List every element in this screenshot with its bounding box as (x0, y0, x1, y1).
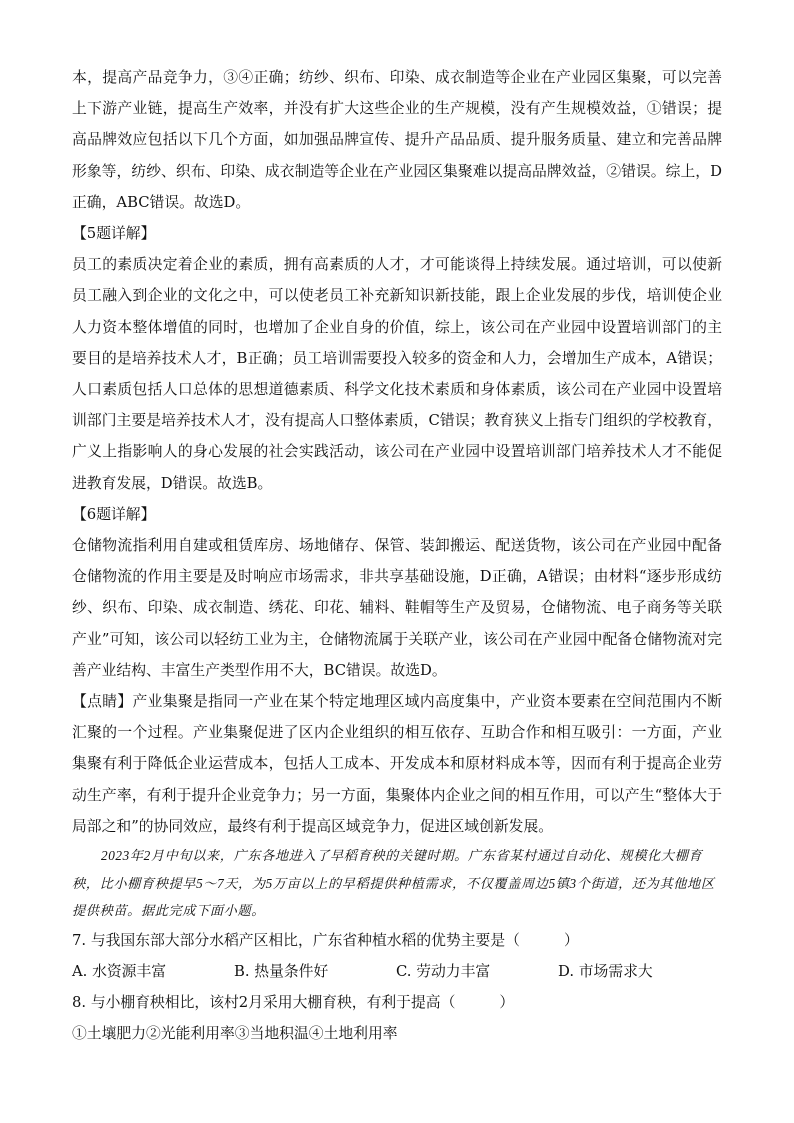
option-b: B. 热量条件好 (234, 963, 329, 981)
question-8-text: 8. 与小棚育秧相比，该村2月采用大棚育秧，有利于提高（ (72, 994, 456, 1012)
question-6-detail-heading: 【6题详解】 (72, 505, 156, 523)
question-8-stem (72, 987, 722, 1018)
question-7-close: ） (563, 931, 579, 949)
question-5-detail-heading: 【5题详解】 (72, 225, 156, 243)
option-d: D. 市场需求大 (558, 963, 653, 981)
key-point-paragraph: 【点睛】产业集聚是指同一产业在某个特定地理区域内高度集中，产业资本要素在空间范围内不断汇聚的一个过程。产业集聚促进了区内企业组织的相互依存、互助合作和相互吸引：一方面，产业集聚有利于降低企业运营成本，包括人工成本、开发成本和原材料成本等，因而有利于提高企业劳动生产率，有利于提升企业竞争力；另一方面，集聚体内企业之间的相互作用，可以产生“整体大于局部之和”的协同效应，最终有利于提高区域竞争力，促进区域创新发展。 (72, 693, 722, 835)
option-a: A. 水资源丰富 (72, 963, 167, 981)
answer-6-paragraph: 仓储物流指利用自建或租赁库房、场地储存、保管、装卸搬运、配送货物，该公司在产业园中配备仓储物流的作用主要是及时响应市场需求，非共享基础设施，D正确，A错误；由材料“逐步形成纺纱、织布、印染、成衣制造、绣花、印花、辅料、鞋帽等生产及贸易，仓储物流、电子商务等关联产业”可知，该公司以轻纺工业为主，仓储物流属于关联产业，该公司在产业园中配备仓储物流对完善产业结构、丰富生产类型作用不大，BC错误。故选D。 (72, 537, 722, 679)
reading-material: 2023年2月中旬以来，广东各地进入了早稻育秧的关键时期。广东省某村通过自动化、规模化大棚育秧，比小棚育秧提早5～7天，为5万亩以上的早稻提供种植需求，不仅覆盖周边5镇3个街道，还为其他地区提供秧苗。据此完成下面小题。 (72, 848, 715, 919)
question-7-options (72, 956, 722, 987)
document-page (72, 62, 722, 1050)
question-7-stem (72, 925, 722, 956)
option-c: C. 劳动力丰富 (396, 963, 491, 981)
question-8-choices: ①土壤肥力②光能利用率③当地积温④土地利用率 (72, 1025, 398, 1043)
question-7-text: 7. 与我国东部大部分水稻产区相比，广东省种植水稻的优势主要是（ (72, 931, 520, 949)
question-8-close: ） (499, 994, 515, 1012)
answer-5-paragraph: 员工的素质决定着企业的素质，拥有高素质的人才，才可能谈得上持续发展。通过培训，可以使新员工融入到企业的文化之中，可以使老员工补充新知识新技能，跟上企业发展的步伐，培训使企业人力资本整体增值的同时，也增加了企业自身的价值，综上，该公司在产业园中设置培训部门的主要目的是培养技术人才，B正确；员工培训需要投入较多的资金和人力，会增加生产成本，A错误；人口素质包括人口总体的思想道德素质、科学文化技术素质和身体素质，该公司在产业园中设置培训部门主要是培养技术人才，没有提高人口整体素质，C错误；教育狭义上指专门组织的学校教育，广义上指影响人的身心发展的社会实践活动，该公司在产业园中设置培训部门培养技术人才不能促进教育发展，D错误。故选B。 (72, 256, 722, 492)
answer-4-paragraph: 本，提高产品竞争力，③④正确；纺纱、织布、印染、成衣制造等企业在产业园区集聚，可以完善上下游产业链，提高生产效率，并没有扩大这些企业的生产规模，没有产生规模效益，①错误；提高品牌效应包括以下几个方面，如加强品牌宣传、提升产品品质、提升服务质量、建立和完善品牌形象等，纺纱、织布、印染、成衣制造等企业在产业园区集聚难以提高品牌效益，②错误。综上，D正确，ABC错误。故选D。 (72, 69, 722, 211)
